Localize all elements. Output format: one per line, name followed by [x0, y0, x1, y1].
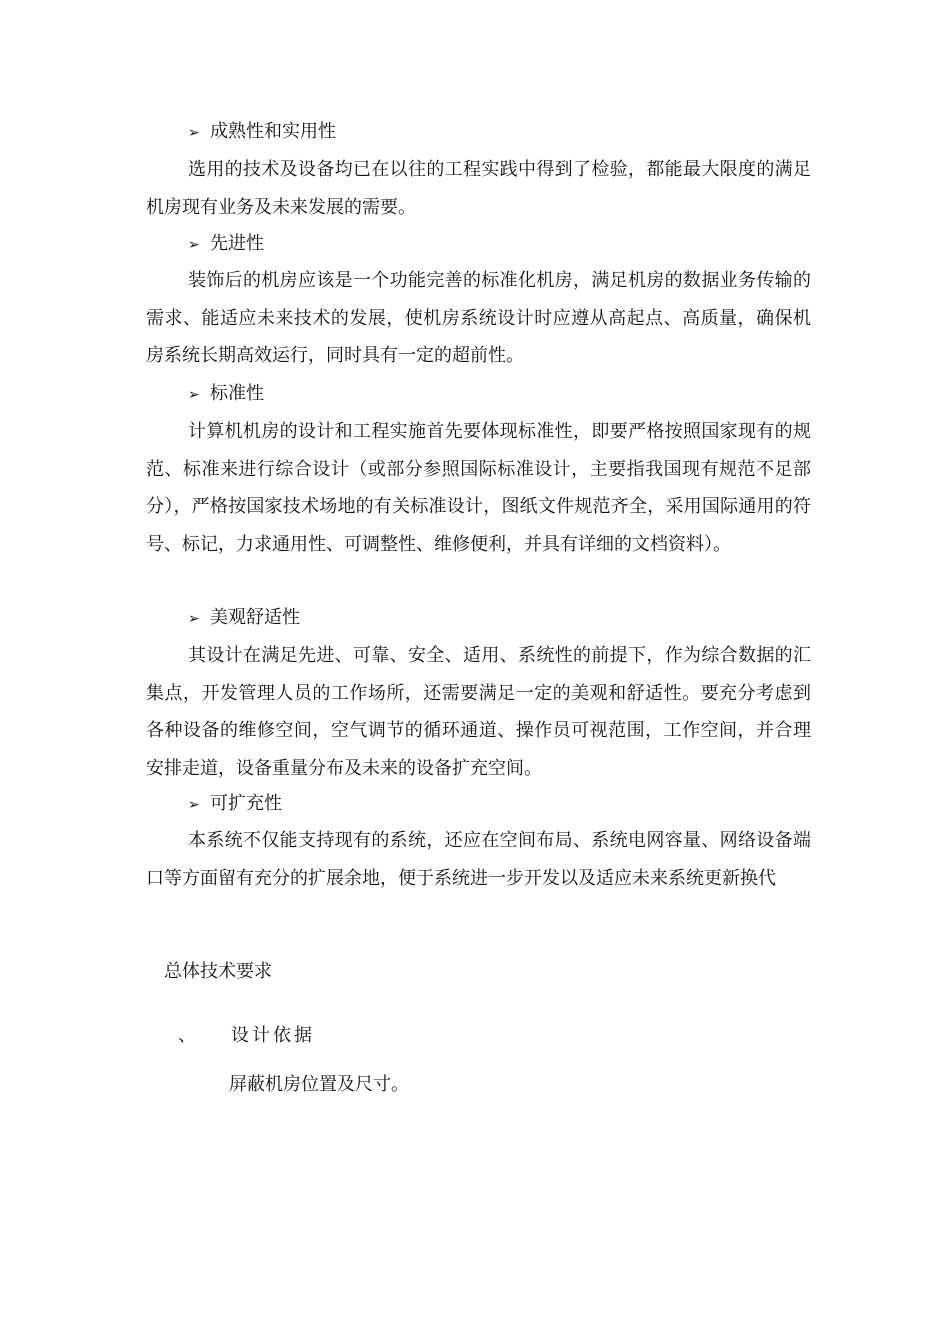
section-title: 总体技术要求: [164, 961, 272, 982]
heading-aesthetic: [188, 606, 300, 631]
heading-text: 美观舒适性: [210, 607, 300, 628]
arrow-bullet-icon: ➢: [188, 611, 200, 627]
arrow-bullet-icon: ➢: [188, 125, 200, 141]
arrow-bullet-icon: ➢: [188, 387, 200, 403]
heading-text: 标准性: [210, 383, 264, 404]
paragraph-aesthetic: 其设计在满足先进、可靠、安全、适用、系统性的前提下，作为综合数据的汇集点，开发管理人员的工作场所，还需要满足一定的美观和舒适性。要充分考虑到各种设备的维修空间，空气调节的循环通道、操作员可视范围，工作空间，并合理安排走道，设备重量分布及未来的设备扩充空间。: [146, 645, 811, 779]
arrow-bullet-icon: ➢: [188, 237, 200, 253]
subsection-title: 设计依据: [231, 1025, 315, 1046]
heading-text: 先进性: [210, 233, 264, 254]
heading-text: 成熟性和实用性: [210, 121, 336, 142]
paragraph-expandability: 本系统不仅能支持现有的系统，还应在空间布局、系统电网容量、网络设备端口等方面留有充分的扩展余地，便于系统进一步开发以及适应未来系统更新换代: [146, 830, 811, 889]
heading-text: 可扩充性: [210, 793, 282, 814]
subsection-marker: 、: [178, 1025, 196, 1046]
arrow-bullet-icon: ➢: [188, 797, 200, 813]
heading-standard: [188, 382, 264, 407]
heading-maturity: [188, 120, 336, 145]
paragraph-maturity: 选用的技术及设备均已在以往的工程实践中得到了检验，都能最大限度的满足机房现有业务及未来发展的需要。: [146, 159, 811, 218]
heading-expandability: [188, 792, 282, 817]
heading-advanced: [188, 232, 264, 257]
paragraph-advanced: 装饰后的机房应该是一个功能完善的标准化机房，满足机房的数据业务传输的需求、能适应未来技术的发展，使机房系统设计时应遵从高起点、高质量，确保机房系统长期高效运行，同时具有一定的超前性。: [146, 270, 811, 366]
paragraph-standard: 计算机机房的设计和工程实施首先要体现标准性，即要严格按照国家现有的规范、标准来进行综合设计（或部分参照国际标准设计，主要指我国现有规范不足部分），严格按国家技术场地的有关标准设计，图纸文件规范齐全，采用国际通用的符号、标记，力求通用性、可调整性、维修便利，并具有详细的文档资料）。: [146, 421, 811, 555]
subsection-text: 屏蔽机房位置及尺寸。: [229, 1074, 409, 1095]
